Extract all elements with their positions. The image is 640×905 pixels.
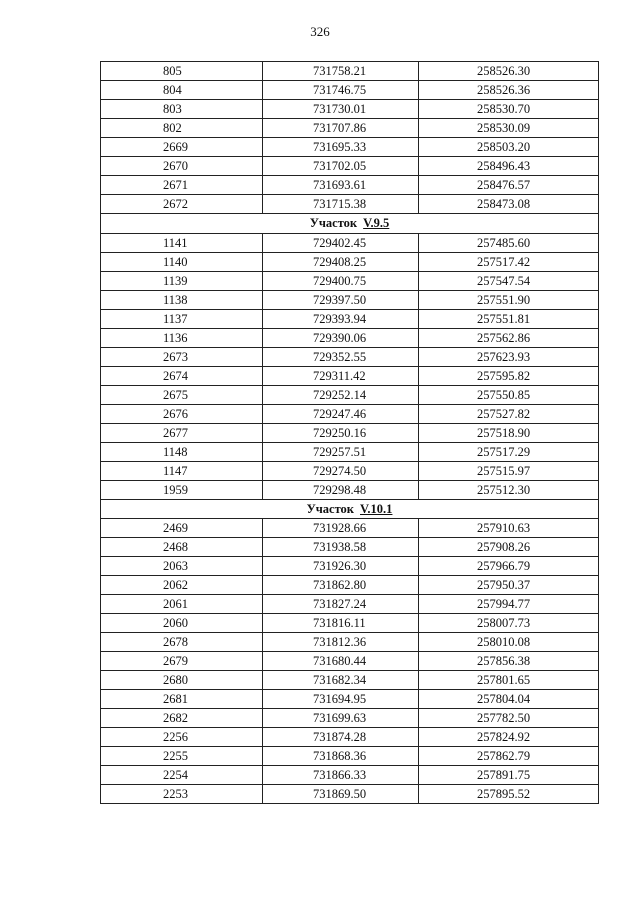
table-row	[101, 538, 599, 557]
table-row	[101, 81, 599, 100]
point-number-cell: 2680	[101, 671, 263, 690]
x-coordinate-cell: 731758.21	[263, 62, 419, 81]
x-coordinate-cell: 731816.11	[263, 614, 419, 633]
table-row	[101, 385, 599, 404]
table-row	[101, 614, 599, 633]
x-coordinate-cell: 731866.33	[263, 766, 419, 785]
x-coordinate-cell: 731869.50	[263, 785, 419, 804]
y-coordinate-cell: 257891.75	[419, 766, 599, 785]
x-coordinate-cell: 731693.61	[263, 176, 419, 195]
y-coordinate-cell: 257908.26	[419, 538, 599, 557]
y-coordinate-cell: 257994.77	[419, 595, 599, 614]
table-row	[101, 709, 599, 728]
x-coordinate-cell: 731699.63	[263, 709, 419, 728]
x-coordinate-cell: 729247.46	[263, 404, 419, 423]
y-coordinate-cell: 257782.50	[419, 709, 599, 728]
table-row	[101, 366, 599, 385]
table-row	[101, 557, 599, 576]
point-number-cell: 2062	[101, 576, 263, 595]
y-coordinate-cell: 257551.81	[419, 309, 599, 328]
point-number-cell: 1136	[101, 328, 263, 347]
point-number-cell: 2669	[101, 138, 263, 157]
point-number-cell: 1959	[101, 480, 263, 499]
y-coordinate-cell: 257824.92	[419, 728, 599, 747]
table-row	[101, 62, 599, 81]
table-row	[101, 633, 599, 652]
point-number-cell: 2256	[101, 728, 263, 747]
table-row	[101, 671, 599, 690]
point-number-cell: 2468	[101, 538, 263, 557]
section-code: V.10.1	[360, 502, 393, 517]
point-number-cell: 802	[101, 119, 263, 138]
coordinates-table	[100, 61, 599, 804]
x-coordinate-cell: 729408.25	[263, 252, 419, 271]
point-number-cell: 2681	[101, 690, 263, 709]
table-row	[101, 233, 599, 252]
y-coordinate-cell: 257562.86	[419, 328, 599, 347]
x-coordinate-cell: 731707.86	[263, 119, 419, 138]
point-number-cell: 1147	[101, 461, 263, 480]
table-row	[101, 404, 599, 423]
table-row	[101, 785, 599, 804]
y-coordinate-cell: 257950.37	[419, 576, 599, 595]
point-number-cell: 2679	[101, 652, 263, 671]
y-coordinate-cell: 258530.09	[419, 119, 599, 138]
point-number-cell: 2060	[101, 614, 263, 633]
y-coordinate-cell: 257547.54	[419, 271, 599, 290]
section-heading	[101, 499, 599, 519]
table-row	[101, 690, 599, 709]
y-coordinate-cell: 257527.82	[419, 404, 599, 423]
x-coordinate-cell: 731715.38	[263, 195, 419, 214]
y-coordinate-cell: 258476.57	[419, 176, 599, 195]
point-number-cell: 1140	[101, 252, 263, 271]
table-row	[101, 271, 599, 290]
y-coordinate-cell: 257550.85	[419, 385, 599, 404]
table-row	[101, 728, 599, 747]
x-coordinate-cell: 731682.34	[263, 671, 419, 690]
point-number-cell: 804	[101, 81, 263, 100]
point-number-cell: 805	[101, 62, 263, 81]
y-coordinate-cell: 257517.42	[419, 252, 599, 271]
point-number-cell: 2676	[101, 404, 263, 423]
table-row	[101, 176, 599, 195]
table-row	[101, 347, 599, 366]
point-number-cell: 2254	[101, 766, 263, 785]
table-row	[101, 252, 599, 271]
section-code: V.9.5	[363, 216, 390, 231]
y-coordinate-cell: 257910.63	[419, 519, 599, 538]
x-coordinate-cell: 729252.14	[263, 385, 419, 404]
x-coordinate-cell: 731812.36	[263, 633, 419, 652]
y-coordinate-cell: 257512.30	[419, 480, 599, 499]
x-coordinate-cell: 729390.06	[263, 328, 419, 347]
point-number-cell: 2061	[101, 595, 263, 614]
table-row	[101, 328, 599, 347]
y-coordinate-cell: 257966.79	[419, 557, 599, 576]
point-number-cell: 1141	[101, 233, 263, 252]
y-coordinate-cell: 257804.04	[419, 690, 599, 709]
x-coordinate-cell: 731926.30	[263, 557, 419, 576]
x-coordinate-cell: 731827.24	[263, 595, 419, 614]
y-coordinate-cell: 258530.70	[419, 100, 599, 119]
x-coordinate-cell: 731702.05	[263, 157, 419, 176]
point-number-cell: 2063	[101, 557, 263, 576]
y-coordinate-cell: 258010.08	[419, 633, 599, 652]
table-row	[101, 195, 599, 214]
section-heading-row	[101, 214, 599, 234]
x-coordinate-cell: 731695.33	[263, 138, 419, 157]
y-coordinate-cell: 257518.90	[419, 423, 599, 442]
x-coordinate-cell: 731680.44	[263, 652, 419, 671]
y-coordinate-cell: 257595.82	[419, 366, 599, 385]
point-number-cell: 2672	[101, 195, 263, 214]
table-row	[101, 157, 599, 176]
point-number-cell: 2469	[101, 519, 263, 538]
x-coordinate-cell: 729393.94	[263, 309, 419, 328]
table-row	[101, 119, 599, 138]
section-label: Участок	[309, 216, 358, 231]
point-number-cell: 2255	[101, 747, 263, 766]
y-coordinate-cell: 257856.38	[419, 652, 599, 671]
point-number-cell: 2675	[101, 385, 263, 404]
y-coordinate-cell: 258526.36	[419, 81, 599, 100]
y-coordinate-cell: 257862.79	[419, 747, 599, 766]
y-coordinate-cell: 258526.30	[419, 62, 599, 81]
x-coordinate-cell: 729397.50	[263, 290, 419, 309]
y-coordinate-cell: 257623.93	[419, 347, 599, 366]
table-row	[101, 100, 599, 119]
x-coordinate-cell: 729311.42	[263, 366, 419, 385]
x-coordinate-cell: 729352.55	[263, 347, 419, 366]
table-row	[101, 595, 599, 614]
table-row	[101, 652, 599, 671]
y-coordinate-cell: 257801.65	[419, 671, 599, 690]
y-coordinate-cell: 258473.08	[419, 195, 599, 214]
table-row	[101, 461, 599, 480]
point-number-cell: 2678	[101, 633, 263, 652]
table-row	[101, 480, 599, 499]
table-row	[101, 442, 599, 461]
x-coordinate-cell: 729400.75	[263, 271, 419, 290]
y-coordinate-cell: 257551.90	[419, 290, 599, 309]
point-number-cell: 1138	[101, 290, 263, 309]
x-coordinate-cell: 731730.01	[263, 100, 419, 119]
y-coordinate-cell: 257485.60	[419, 233, 599, 252]
point-number-cell: 2677	[101, 423, 263, 442]
x-coordinate-cell: 731928.66	[263, 519, 419, 538]
table-row	[101, 519, 599, 538]
x-coordinate-cell: 731874.28	[263, 728, 419, 747]
table-row	[101, 747, 599, 766]
table-row	[101, 766, 599, 785]
y-coordinate-cell: 258496.43	[419, 157, 599, 176]
y-coordinate-cell: 258007.73	[419, 614, 599, 633]
coordinates-table-body	[101, 62, 599, 804]
x-coordinate-cell: 729402.45	[263, 233, 419, 252]
table-row	[101, 138, 599, 157]
x-coordinate-cell: 731862.80	[263, 576, 419, 595]
section-heading-row	[101, 499, 599, 519]
point-number-cell: 2253	[101, 785, 263, 804]
point-number-cell: 803	[101, 100, 263, 119]
y-coordinate-cell: 257515.97	[419, 461, 599, 480]
table-row	[101, 423, 599, 442]
table-row	[101, 576, 599, 595]
section-label: Участок	[306, 502, 355, 517]
y-coordinate-cell: 258503.20	[419, 138, 599, 157]
point-number-cell: 1137	[101, 309, 263, 328]
x-coordinate-cell: 731694.95	[263, 690, 419, 709]
x-coordinate-cell: 731868.36	[263, 747, 419, 766]
y-coordinate-cell: 257895.52	[419, 785, 599, 804]
point-number-cell: 1139	[101, 271, 263, 290]
table-row	[101, 290, 599, 309]
x-coordinate-cell: 731938.58	[263, 538, 419, 557]
section-heading	[101, 214, 599, 234]
x-coordinate-cell: 729298.48	[263, 480, 419, 499]
page-number: 326	[310, 24, 330, 39]
point-number-cell: 1148	[101, 442, 263, 461]
x-coordinate-cell: 729257.51	[263, 442, 419, 461]
x-coordinate-cell: 729250.16	[263, 423, 419, 442]
point-number-cell: 2670	[101, 157, 263, 176]
point-number-cell: 2671	[101, 176, 263, 195]
x-coordinate-cell: 729274.50	[263, 461, 419, 480]
point-number-cell: 2673	[101, 347, 263, 366]
point-number-cell: 2682	[101, 709, 263, 728]
x-coordinate-cell: 731746.75	[263, 81, 419, 100]
table-row	[101, 309, 599, 328]
y-coordinate-cell: 257517.29	[419, 442, 599, 461]
point-number-cell: 2674	[101, 366, 263, 385]
